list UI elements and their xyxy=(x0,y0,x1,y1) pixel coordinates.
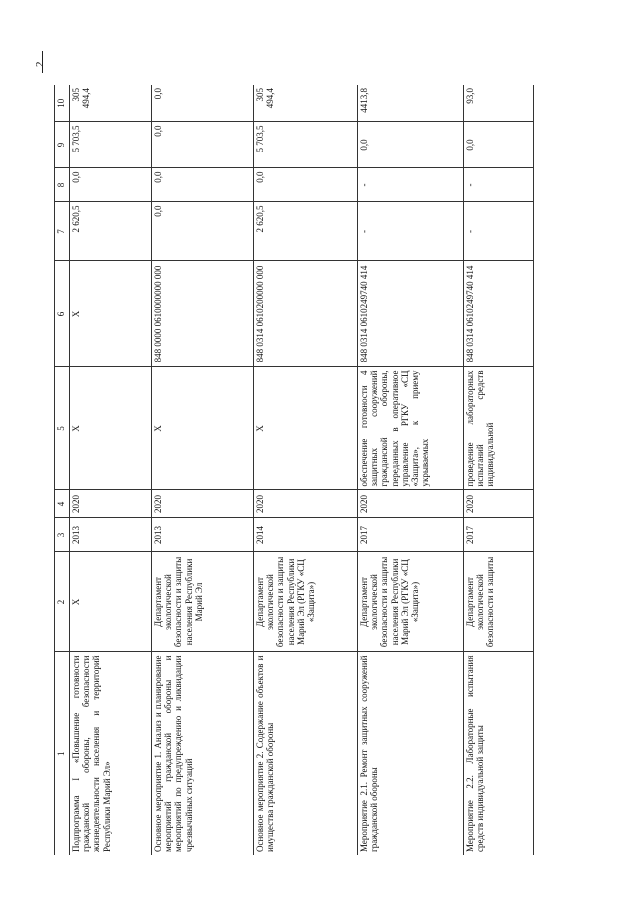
row-value: - xyxy=(358,202,464,261)
row-value: 0,0 xyxy=(152,202,254,261)
row-end: 2020 xyxy=(152,490,254,518)
header-cell: 2 xyxy=(55,552,70,652)
program-table xyxy=(54,85,534,855)
row-executor: Департамент экологической безопасности и защиты населения Республики Марий Эл (РГКУ «СЦ «Защита») xyxy=(358,552,464,652)
row-value: 0,0 xyxy=(464,122,534,168)
row-code: X xyxy=(70,261,152,367)
header-cell: 9 xyxy=(55,122,70,168)
row-value: 5 703,5 xyxy=(254,122,358,168)
table-row xyxy=(70,85,152,855)
row-start: 2017 xyxy=(464,518,534,552)
table-row xyxy=(254,85,358,855)
header-row xyxy=(55,85,70,855)
row-end: 2020 xyxy=(70,490,152,518)
row-value: 5 703,5 xyxy=(70,122,152,168)
row-start: 2013 xyxy=(152,518,254,552)
row-value: - xyxy=(464,202,534,261)
header-cell: 6 xyxy=(55,261,70,367)
table-row xyxy=(464,85,534,855)
row-start: 2017 xyxy=(358,518,464,552)
header-cell: 1 xyxy=(55,652,70,855)
row-value: 2 620,5 xyxy=(254,202,358,261)
row-executor: Департамент экологической безопасности и защиты населения Республики Марий Эл (РГКУ «СЦ «Защита») xyxy=(254,552,358,652)
row-executor: Департамент экологической безопасности и защиты xyxy=(464,552,534,652)
header-cell: 7 xyxy=(55,202,70,261)
row-start: 2014 xyxy=(254,518,358,552)
row-code: 848 0000 0610000000 000 xyxy=(152,261,254,367)
header-cell: 8 xyxy=(55,168,70,202)
row-end: 2020 xyxy=(464,490,534,518)
row-result: проведение лабораторных испытаний средств индивидуальной xyxy=(464,367,534,490)
row-start: 2013 xyxy=(70,518,152,552)
row-value: 93,0 xyxy=(464,85,534,122)
row-value: 0,0 xyxy=(152,85,254,122)
row-code: 848 0314 0610249740 414 xyxy=(464,261,534,367)
row-executor: Департамент экологической безопасности и защиты населения Республики Марий Эл xyxy=(152,552,254,652)
table-row xyxy=(152,85,254,855)
header-cell: 5 xyxy=(55,367,70,490)
row-value: 305 494,4 xyxy=(70,85,152,122)
row-name: Подпрограмма I «Повышение готовности гражданской обороны, безопасности жизнедеятельности населения и территорий Республики Марий Эл» xyxy=(70,652,152,855)
row-value: 0,0 xyxy=(152,168,254,202)
table-row xyxy=(358,85,464,855)
row-executor: X xyxy=(70,552,152,652)
row-result: X xyxy=(254,367,358,490)
row-value: 0,0 xyxy=(152,122,254,168)
row-value: 0,0 xyxy=(358,122,464,168)
row-name: Основное мероприятие 1. Анализ и планирование мероприятий гражданской обороны и мероприятий по предупреждению и ликвидации чрезвычайных ситуаций xyxy=(152,652,254,855)
row-name: Мероприятие 2.1. Ремонт защитных сооружений гражданской обороны xyxy=(358,652,464,855)
row-end: 2020 xyxy=(358,490,464,518)
row-value: 0,0 xyxy=(70,168,152,202)
row-value: 2 620,5 xyxy=(70,202,152,261)
row-name: Мероприятие 2.2. Лабораторные испытания средств индивидуальной защиты xyxy=(464,652,534,855)
page-number: 2 xyxy=(34,61,46,67)
row-name: Основное мероприятие 2. Содержание объектов и имущества гражданской обороны xyxy=(254,652,358,855)
row-value: 4413,8 xyxy=(358,85,464,122)
row-result: X xyxy=(70,367,152,490)
row-result: обеспечение готовности 4 защитных сооружений гражданской обороны, переданных в оперативное управление РГКУ «СЦ «Защита», к приему укрываемых xyxy=(358,367,464,490)
row-end: 2020 xyxy=(254,490,358,518)
row-code: 848 0314 0610249740 414 xyxy=(358,261,464,367)
header-cell: 4 xyxy=(55,490,70,518)
header-cell: 3 xyxy=(55,518,70,552)
row-code: 848 0314 0610200000 000 xyxy=(254,261,358,367)
row-value: 305 494,4 xyxy=(254,85,358,122)
header-cell: 10 xyxy=(55,85,70,122)
row-value: 0,0 xyxy=(254,168,358,202)
row-value: - xyxy=(358,168,464,202)
row-value: - xyxy=(464,168,534,202)
row-result: X xyxy=(152,367,254,490)
